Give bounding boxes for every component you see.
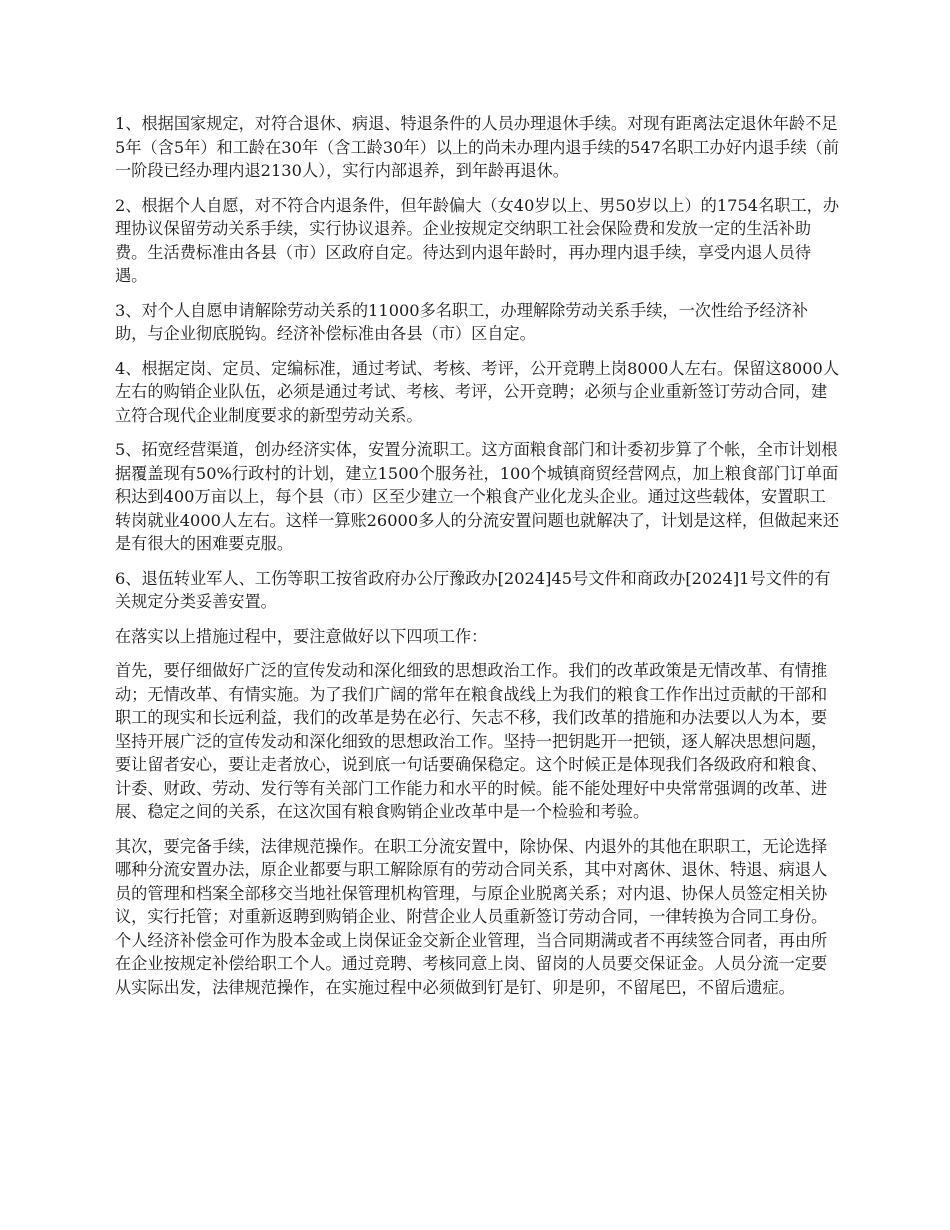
paragraph-9: 其次，要完备手续，法律规范操作。在职工分流安置中，除协保、内退外的其他在职职工，无论选择哪种分流安置办法，原企业都要与职工解除原有的劳动合同关系，其中对离休、退休、特退、病退人员的管理和档案全部移交当地社保管理机构管理，与原企业脱离关系；对内退、协保人员签定相关协议，实行托管；对重新返聘到购销企业、附营企业人员重新签订劳动合同，一律转换为合同工身份。个人经济补偿金可作为股本金或上岗保证金交新企业管理，当合同期满或者不再续签合同者，再由所在企业按规定补偿给职工个人。通过竞聘、考核同意上岗、留岗的人员要交保证金。人员分流一定要从实际出发，法律规范操作，在实施过程中必须做到钉是钉、卯是卯，不留尾巴，不留后遗症。 [115, 836, 828, 997]
paragraph-8: 首先，要仔细做好广泛的宣传发动和深化细致的思想政治工作。我们的改革政策是无情改革、有情推动；无情改革、有情实施。为了我们广阔的常年在粮食战线上为我们的粮食工作作出过贡献的干部和职工的现实和长远利益，我们的改革是势在必行、矢志不移，我们改革的措施和办法要以人为本，要坚持开展广泛的宣传发动和深化细致的思想政治工作。坚持一把钥匙开一把锁，逐人解决思想问题，要让留者安心，要让走者放心，说到底一句话要确保稳定。这个时候正是体现我们各级政府和粮食、计委、财政、劳动、发行等有关部门工作能力和水平的时候。能不能处理好中央常常强调的改革、进展、稳定之间的关系，在这次国有粮食购销企业改革中是一个检验和考验。 [115, 661, 828, 821]
paragraph-5: 5、拓宽经营渠道，创办经济实体，安置分流职工。这方面粮食部门和计委初步算了个帐，全市计划根据覆盖现有50%行政村的计划，建立1500个服务社，100个城镇商贸经营网点，加上粮食部门订单面积达到400万亩以上，每个县（市）区至少建立一个粮食产业化龙头企业。通过这些载体，安置职工转岗就业4000人左右。这样一算账26000多人的分流安置问题也就解决了，计划是这样，但做起来还是有很大的困难要克服。 [115, 440, 840, 553]
paragraph-1: 1、根据国家规定，对符合退休、病退、特退条件的人员办理退休手续。对现有距离法定退休年龄不足5年（含5年）和工龄在30年（含工龄30年）以上的尚未办理内退手续的547名职工办好内退手续（前一阶段已经办理内退2130人），实行内部退养，到年龄再退休。 [115, 114, 840, 180]
paragraph-3: 3、对个人自愿申请解除劳动关系的11000多名职工，办理解除劳动关系手续，一次性给予经济补助，与企业彻底脱钩。经济补偿标准由各县（市）区自定。 [115, 300, 809, 343]
document-body [115, 112, 839, 1010]
paragraph-4: 4、根据定岗、定员、定编标准，通过考试、考核、考评，公开竞聘上岗8000人左右。保留这8000人左右的购销企业队伍，必须是通过考试、考核、考评，公开竞聘；必须与企业重新签订劳动合同，建立符合现代企业制度要求的新型劳动关系。 [115, 358, 840, 425]
paragraph-6: 6、退伍转业军人、工伤等职工按省政府办公厅豫政办[2024]45号文件和商政办[2024]1号文件的有关规定分类妥善安置。 [115, 568, 831, 611]
paragraph-2: 2、根据个人自愿，对不符合内退条件，但年龄偏大（女40岁以上、男50岁以上）的1754名职工，办理协议保留劳动关系手续，实行协议退养。企业按规定交纳职工社会保险费和发放一定的生活补助费。生活费标准由各县（市）区政府自定。待达到内退年龄时，再办理内退手续，享受内退人员待遇。 [115, 195, 840, 285]
paragraph-7: 在落实以上措施过程中，要注意做好以下四项工作： [115, 626, 488, 646]
